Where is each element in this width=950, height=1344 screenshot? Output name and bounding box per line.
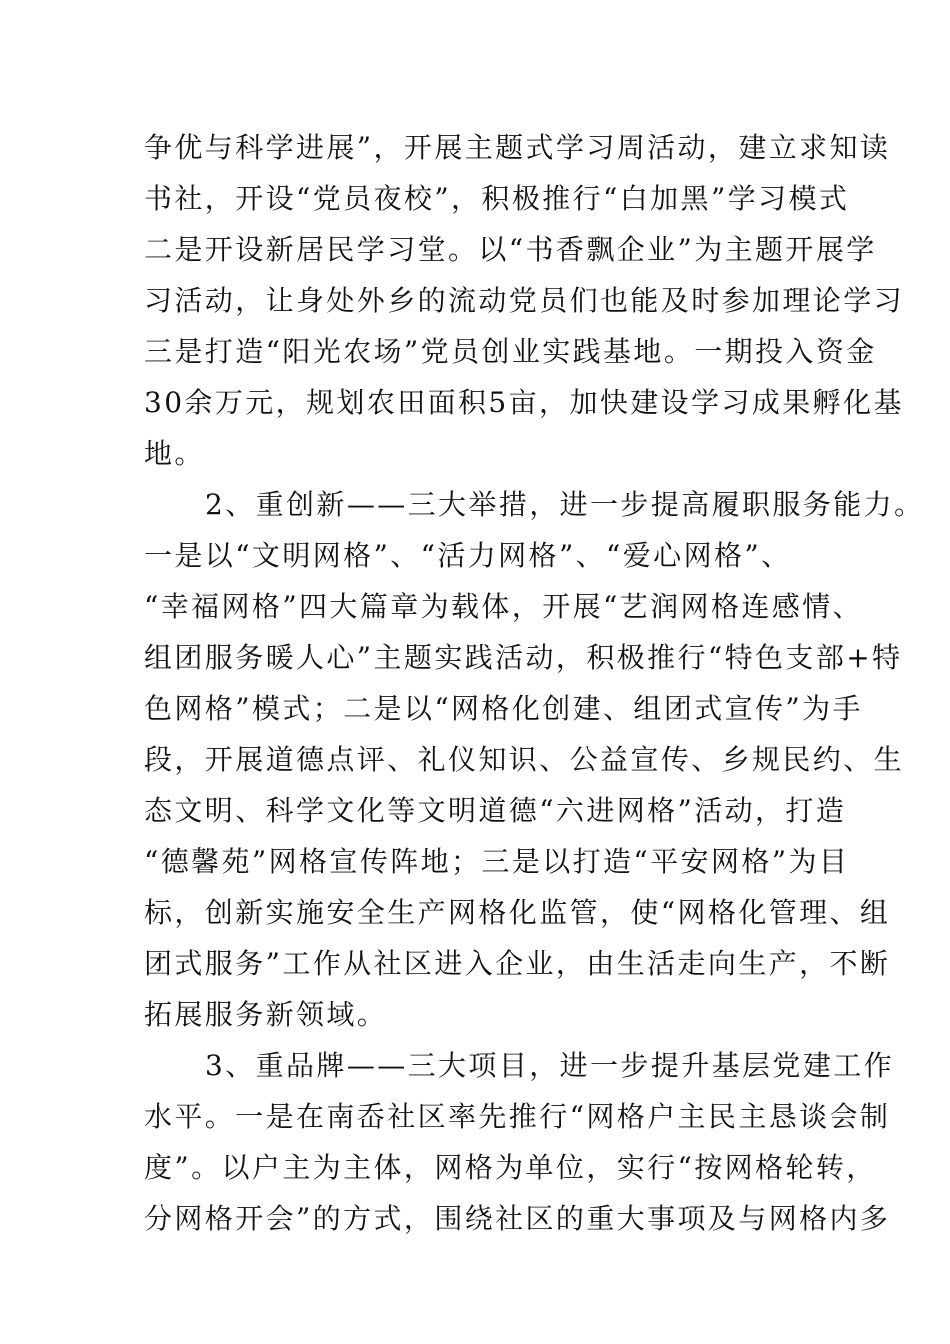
text-line: 拓展服务新领域。 (144, 998, 388, 1031)
text-line: 度”。以户主为主体，网格为单位，实行“按网格轮转， (144, 1151, 877, 1184)
text-line: “幸福网格”四大篇章为载体，开展“艺润网格连感情、 (144, 590, 863, 623)
text-line: 段，开展道德点评、礼仪知识、公益宣传、乡规民约、生 (144, 743, 905, 776)
text-line: “德馨苑”网格宣传阵地；三是以打造“平安网格”为目 (144, 845, 850, 878)
text-line: 地。 (144, 437, 205, 470)
text-line: 一是以“文明网格”、“活力网格”、“爱心网格”、 (144, 539, 792, 572)
text-line: 团式服务”工作从社区进入企业，由生活走向生产，不断 (144, 947, 891, 980)
text-line: 水平。一是在南岙社区率先推行“网格户主民主恳谈会制 (144, 1100, 891, 1133)
text-line: 二是开设新居民学习堂。以“书香飘企业”为主题开展学 (144, 233, 877, 266)
text-line: 习活动，让身处外乡的流动党员们也能及时参加理论学习 (144, 284, 905, 317)
paragraph-heading: 2、重创新——三大举措，进一步提高履职服务能力。 (205, 488, 925, 521)
text-line: 分网格开会”的方式，围绕社区的重大事项及与网格内多 (144, 1202, 891, 1235)
text-line: 态文明、科学文化等文明道德“六进网格”活动，打造 (144, 794, 847, 827)
text-line: 争优与科学进展”，开展主题式学习周活动，建立求知读 (144, 131, 891, 164)
text-line: 30余万元，规划农田面积5亩，加快建设学习成果孵化基 (144, 386, 904, 419)
text-line: 组团服务暖人心”主题实践活动，积极推行“特色支部+特 (144, 641, 903, 674)
text-line: 三是打造“阳光农场”党员创业实践基地。一期投入资金 (144, 335, 877, 368)
text-line: 色网格”模式；二是以“网格化创建、组团式宣传”为手 (144, 692, 863, 725)
text-line: 标，创新实施安全生产网格化监管，使“网格化管理、组 (144, 896, 891, 929)
text-line: 书社，开设“党员夜校”，积极推行“白加黑”学习模式 (144, 182, 850, 215)
paragraph-heading: 3、重品牌——三大项目，进一步提升基层党建工作 (205, 1049, 895, 1082)
